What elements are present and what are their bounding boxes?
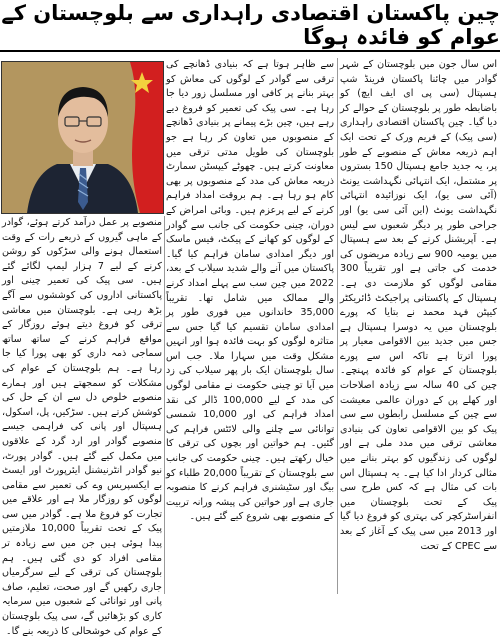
article-text: سے ظاہر ہوتا ہے کہ بنیادی ڈھانچے کی ترقی سے گوادر کے لوگوں کی معاش کو بہتر بنانے پر کافی اور مسلسل زور دیا جا رہا ہے۔ سی پیک کی تعمیر کو فروغ دیے رہے ہیں، چین بڑے پیمانے پر بنیادی ڈھانچے کے منصوبوں میں تعاون کر رہا ہے جو بلوچستان کی طویل مدتی ترقی میں معاونت کرتے ہیں۔ چھوٹے کیپسٹن سمارٹ ذریعہ معاش کی مدد کے منصوبوں پر بھی کام ہو رہا ہے۔ ہم بروقت امداد فراہم کرنے کے لیے پرعزم ہیں۔ وبائی امراض کے دوران، چینی حکومت کی جانب سے گوادر کے لوگوں کو کھانے کے پیکٹ، فیس ماسک اور دیگر امدادی سامان فراہم کیا گیا۔ پاکستان میں آنے والے شدید سیلاب کے بعد، 2022 میں چین سب سے پہلے امداد کرنے والے ممالک میں شامل تھا۔ تقریباً 35,000 خاندانوں میں فوری طور پر امدادی سامان تقسیم کیا گیا جس سے متاثرہ لوگوں کو بہت فائدہ ہوا اور انہیں مشکل وقت میں سہارا ملا۔ جب اس سال بلوچستان ایک بار پھر سیلاب کی زد میں آیا تو چینی حکومت نے مقامی لوگوں کی مدد کے لیے 100,000 ڈالر کی نقد امداد فراہم کی اور 10,000 شمسی توانائی سے چلنے والی لائٹس فراہم کی گئیں۔ ہم خواتین اور بچوں کی ترقی کا خیال رکھتے ہیں۔ چینی حکومت کی جانب سے بلوچستان کے تقریباً 20,000 طلباء کو بیگ اور سٹیشنری فراہم کرنے کا منصوبہ جاری ہے اور خواتین کی پیشہ ورانہ تربیت کے منصوبے بھی شروع کیے گئے ہیں۔ bbox=[166, 59, 334, 523]
portrait-illustration bbox=[2, 62, 163, 213]
article-column-2 bbox=[166, 58, 334, 594]
headline: چین پاکستان اقتصادی راہداری سے بلوچستان کے عوام کو فائدہ ہوگا bbox=[0, 0, 500, 52]
article-column-1 bbox=[340, 58, 497, 594]
portrait-photo bbox=[1, 61, 164, 214]
article-text: منصوبے پر عمل درآمد کرتے ہوئے، گوادر کے ماہی گیروں کے ذریعے رات کے وقت استعمال ہونے والی سڑکوں کو روشن کرنے کے لیے 7 ہزار لیمپ لگائے گئے ہیں۔ سی پیک کی تعمیر چینی اور پاکستانی اداروں کی کوششوں سے آگے بڑھ رہی ہے۔ بلوچستان میں معاشی ترقی کو فروغ دیتے ہوئے روزگار کے مواقع فراہم کرنے کے ساتھ ساتھ سماجی ذمہ داری کو بھی پورا کیا جا رہا ہے۔ ہم بلوچستان کے عوام کی مشکلات کو سمجھتے ہیں اور ہمارے منصوبے خلوص دل سے ان کے حل کی کوشش کرتے ہیں۔ سڑکیں، پل، اسکول، ہسپتال اور پانی کی فراہمی جیسے منصوبے گوادر اور ارد گرد کے علاقوں میں مکمل کیے گئے ہیں۔ گوادر پورٹ، نیو گوادر انٹرنیشنل ایئرپورٹ اور ایسٹ بے ایکسپریس وے کی تعمیر سے مقامی لوگوں کو روزگار ملا ہے اور علاقے میں تجارت کو فروغ ملا ہے۔ گوادر میں سی پیک کے تحت تقریباً 10,000 ملازمتیں پیدا ہوئی ہیں جن میں سے زیادہ تر مقامی افراد کو دی گئی ہیں۔ ہم بلوچستان کی ترقی کے لیے سرگرمیاں جاری رکھیں گے اور صحت، تعلیم، صاف پانی اور توانائی کے شعبوں میں سرمایہ کاری کو بڑھائیں گے، سی پیک بلوچستان کے عوام کی خوشحالی کا ذریعہ بنے گا۔ bbox=[2, 217, 162, 637]
article-text: اس سال جون میں بلوچستان کے شہر گوادر میں چائنا پاکستان فرینڈ شپ ہسپتال (سی پی ای ایف ایچ) کو باضابطہ طور پر بلوچستان کے حوالے کر دیا گیا۔ چین پاکستان اقتصادی راہداری (سی پیک) کے فریم ورک کے تحت ایک اہم ذریعہ معاش کے منصوبے کے طور پر، یہ جدید جامع ہسپتال 150 بستروں پر مشتمل، ایک انتہائی نگہداشت یونٹ (آئی سی یو)، ایک نوزائیدہ انتہائی نگہداشت یونٹ (این آئی سی یو) اور جراحی طور پر دیگر شعبوں سے لیس ہے۔ آپریشنل کرنے کے بعد سے ہسپتال میں یومیہ 900 سے زیادہ مریضوں کی خدمت کی جاتی ہے اور تقریباً 300 مقامی لوگوں کو ملازمت دی ہے۔ ہسپتال کے پاکستانی پراجیکٹ ڈائریکٹر کیپٹن فہد محمد نے بتایا کہ پورے بلوچستان میں یہ دوسرا ہسپتال ہے جس میں جدید بین الاقوامی معیار پر پورا اترتا ہے تاکہ اس سے پورے بلوچستان کے عوام کو فائدہ پہنچے۔ چین کی 40 سالہ سے زیادہ اصلاحات اور کھلے پن کے دوران عالمی معیشت سے چین کے مسلسل رابطوں سے سی پیک کو بین الاقوامی تعاون کی بنیادی معاشی ترقی میں مدد ملی ہے اور لوگوں کی زندگیوں کو بہتر بنانے میں مثالی کردار ادا کیا ہے۔ یہ ہسپتال اس بات کی مثال ہے کہ کس طرح سی پیک کے تحت بلوچستان میں انفراسٹرکچر کی بہتری کو فروغ دیا گیا اور 2013 میں سی پیک کے آغاز کے بعد سے CPEC کے تحت bbox=[340, 59, 498, 552]
column-divider bbox=[337, 58, 338, 594]
column-divider bbox=[164, 216, 165, 594]
article-column-3 bbox=[2, 216, 162, 637]
